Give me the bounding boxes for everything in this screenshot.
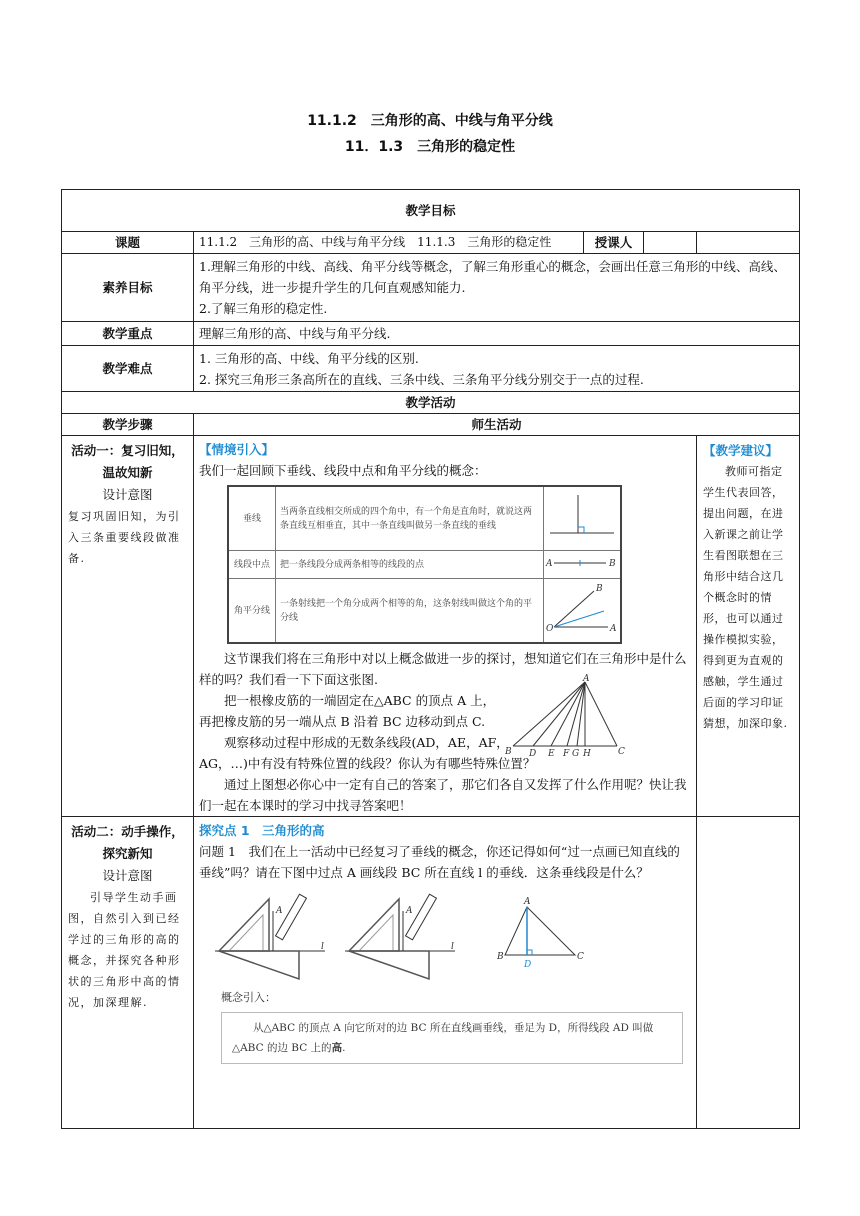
concept-text-midpoint: 把一条线段分成两条相等的线段的点: [276, 551, 544, 579]
question-1: 问题 1 我们在上一活动中已经复习了垂线的概念，你还记得如何“过一点画已知直线的垂线”吗？请在下图中过点 A 画线段 BC 所在直线 l 的垂线．这条垂线段是什么？: [199, 844, 680, 880]
fan-label-a: A: [583, 674, 590, 684]
fan-label-c: C: [618, 747, 625, 757]
difficult-label: 教学难点: [62, 346, 194, 392]
fig3-label-c: C: [577, 952, 584, 962]
activity2-design-text: 引导学生动手画图，自然引入到已经学过的三角形的高的概念，并探究各种形状的三角形中高的情况，加深理解.: [68, 891, 181, 1009]
teacher-label: 授课人: [584, 232, 644, 254]
altitude-definition-box: [221, 1012, 683, 1064]
perpendicular-figure: [544, 486, 622, 551]
lesson-plan-table: [61, 189, 800, 1129]
concept-name-perpendicular: 垂线: [228, 486, 276, 551]
midpoint-figure: [544, 551, 622, 579]
activity2-design-label: 设计意图: [102, 868, 153, 883]
activity1-para-1: 这节课我们将在三角形中对以上概念做进一步的探讨，想知道它们在三角形中是什么样的吗？我们看一下下面这张图.: [199, 651, 687, 687]
fan-label-b: B: [505, 747, 512, 757]
activity1-para-4: 观察移动过程中形成的无数条线段(AD，AE，AF，: [224, 735, 509, 750]
activity-header: 教学活动: [62, 392, 800, 414]
concept-name-bisector: 角平分线: [228, 579, 276, 644]
activity1-section-title: 【情境引入】: [199, 442, 275, 457]
rubber-band-figure: [505, 674, 625, 758]
fan-label-g: G: [572, 749, 580, 758]
teacher-student-label: 师生活动: [194, 414, 800, 436]
teacher-value: [644, 232, 697, 254]
literacy-line-2: 2.了解三角形的稳定性.: [199, 301, 328, 316]
activity1-title-1: 活动一：复习旧知，: [71, 443, 184, 458]
activity1-design-text: 复习巩固旧知，为引入三条重要线段做准备.: [68, 510, 181, 565]
exploration-point-title: 探究点 1 三角形的高: [199, 823, 325, 838]
key-label: 教学重点: [62, 322, 194, 346]
fig1-label-a: A: [276, 906, 283, 916]
concept-table: [227, 485, 622, 644]
fig3-label-d: D: [524, 960, 532, 970]
fig2-label-l: l: [451, 942, 454, 952]
fan-label-f: F: [563, 749, 570, 758]
midpoint-label-a: A: [546, 559, 553, 569]
bisector-label-a: A: [610, 624, 617, 634]
title-line-1: 11.1.2 三角形的高、中线与角平分线: [307, 113, 553, 129]
fig1-label-l: l: [321, 942, 324, 952]
lesson-value: 11.1.2 三角形的高、中线与角平分线 11.1.3 三角形的稳定性: [194, 232, 584, 254]
activity1-para-2: 把一根橡皮筋的一端固定在△ABC 的顶点 A 上，: [224, 693, 496, 708]
concept-text-bisector: 一条射线把一个角分成两个相等的角，这条射线叫做这个角的平分线: [276, 579, 544, 644]
fig3-label-a: A: [524, 897, 531, 907]
concept-intro-label: 概念引入：: [221, 991, 276, 1004]
activity1-design-label: 设计意图: [102, 487, 153, 502]
activity1-para-5: AG，…)中有没有特殊位置的线段？你认为有哪些特殊位置？: [199, 756, 536, 771]
fan-label-h: H: [583, 749, 591, 758]
fig3-label-b: B: [497, 952, 504, 962]
perpendicular-drawing-figure: [199, 889, 599, 987]
teaching-advice-text: 教师可指定学生代表回答，提出问题，在进入新课之前让学生看图联想在三角形中结合这几个概念时的情形，也可以通过操作模拟实验，得到更为直观的感触，学生通过后面的学习印证猜想，加深印象.: [703, 465, 788, 730]
key-value: 理解三角形的高、中线与角平分线.: [194, 322, 800, 346]
activity2-title-1: 活动二：动手操作，: [71, 824, 184, 839]
activity2-title-2: 探究新知: [102, 846, 153, 861]
teaching-advice-title: 【教学建议】: [703, 443, 779, 458]
title-line-2: 11．1.3 三角形的稳定性: [344, 139, 516, 155]
concept-text-perpendicular: 当两条直线相交所成的四个角中，有一个角是直角时，就说这两条直线互相垂直，其中一条直线叫做另一条直线的垂线: [276, 486, 544, 551]
activity1-para-3: 再把橡皮筋的另一端从点 B 沿着 BC 边移动到点 C.: [199, 714, 486, 729]
activity1-para-6: 通过上图想必你心中一定有自己的答案了，那它们各自又发挥了什么作用呢？快让我们一起在本课时的学习中找寻答案吧！: [199, 777, 687, 813]
fig2-label-a: A: [406, 906, 413, 916]
bisector-figure: [544, 579, 622, 644]
concept-name-midpoint: 线段中点: [228, 551, 276, 579]
difficult-line-2: 2. 探究三角形三条高所在的直线、三条中线、三条角平分线分别交于一点的过程.: [199, 371, 644, 387]
definition-text: 从△ABC 的顶点 A 向它所对的边 BC 所在直线画垂线，垂足为 D，所得线段 AD 叫做△ABC 的边 BC 上的: [232, 1022, 654, 1054]
definition-keyword: 高: [331, 1042, 343, 1054]
lesson-label: 课题: [62, 232, 194, 254]
difficult-line-1: 1. 三角形的高、中线、角平分线的区别.: [199, 350, 419, 366]
activity1-intro: 我们一起回顾下垂线、线段中点和角平分线的概念：: [199, 463, 487, 478]
definition-end: .: [342, 1042, 346, 1054]
literacy-line-1: 1.理解三角形的中线、高线、角平分线等概念，了解三角形重心的概念，会画出任意三角形的中线、高线、角平分线，进一步提升学生的几何直观感知能力.: [199, 259, 786, 295]
activity1-title-2: 温故知新: [102, 465, 153, 480]
goal-header: 教学目标: [62, 190, 800, 232]
bisector-label-b: B: [596, 584, 603, 594]
fan-label-d: D: [529, 749, 537, 758]
midpoint-label-b: B: [609, 559, 616, 569]
literacy-label: 素养目标: [62, 254, 194, 322]
fan-label-e: E: [548, 749, 555, 758]
steps-label: 教学步骤: [62, 414, 194, 436]
bisector-label-o: O: [546, 624, 554, 634]
